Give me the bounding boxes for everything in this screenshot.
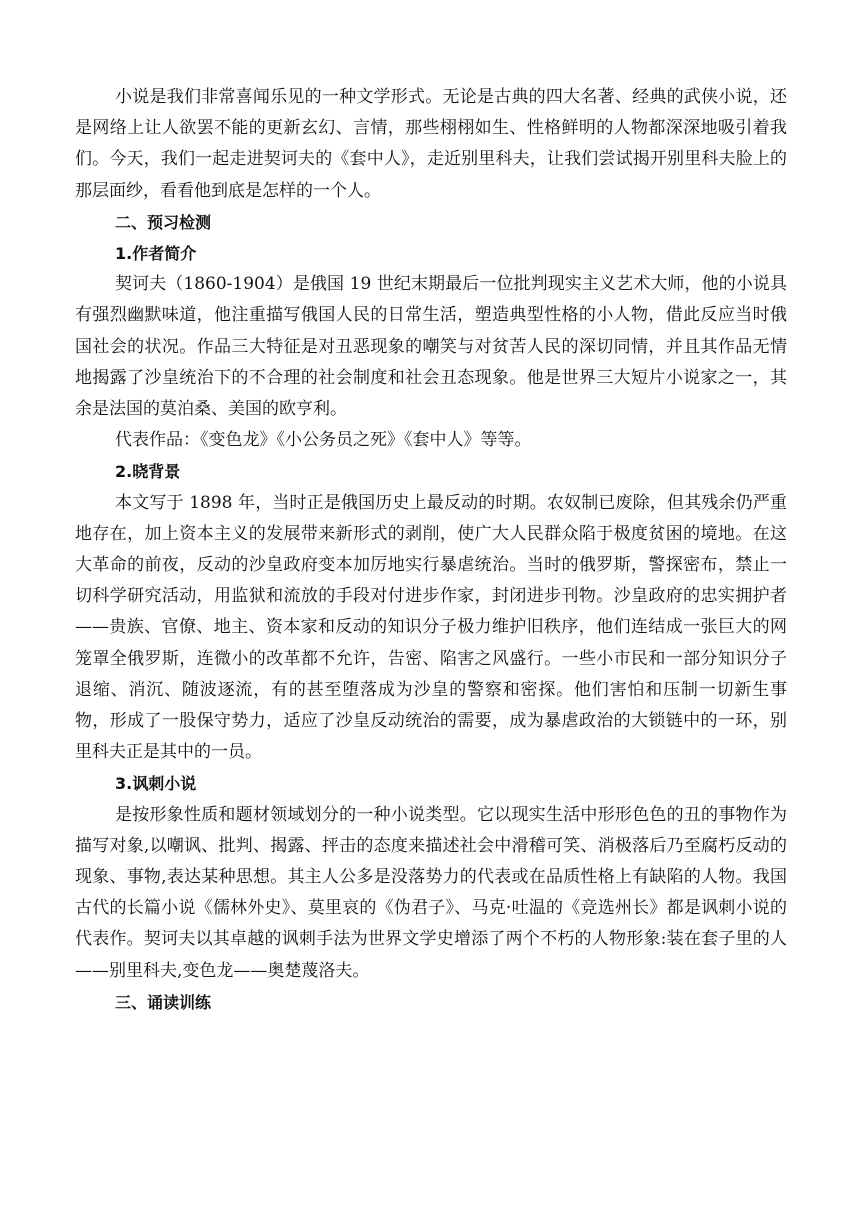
section-title-preview-check: 二、预习检测 — [115, 212, 212, 232]
subheading-author-intro: 1.作者简介 — [115, 244, 197, 264]
representative-works-paragraph: 代表作品：《变色龙》《小公务员之死》《套中人》等等。 — [115, 430, 532, 451]
background-paragraph: 本文写于 1898 年，当时正是俄国历史上最反动的时期。农奴制已废除，但其残余仍严重地存在，加上资本主义的发展带来新形式的剥削，使广大人民群众陷于极度贫困的境地。在这大革命的前夜，反动的沙皇政府变本加厉地实行暴虐统治。当时的俄罗斯，警探密布，禁止一切科学研究活动，用监狱和流放的手段对付进步作家，封闭进步刊物。沙皇政府的忠实拥护者——贵族、官僚、地主、资本家和反动的知识分子极力维护旧秩序，他们连结成一张巨大的网笼罩全俄罗斯，连微小的改革都不允许，告密、陷害之风盛行。一些小市民和一部分知识分子退缩、消沉、随波逐流，有的甚至堕落成为沙皇的警察和密探。他们害怕和压制一切新生事物，形成了一股保守势力，适应了沙皇反动统治的需要，成为暴虐政治的大锁链中的一环，别里科夫正是其中的一员。 — [75, 492, 787, 763]
subheading-satire-novel: 3.讽刺小说 — [115, 774, 197, 794]
author-intro-paragraph: 契诃夫（1860-1904）是俄国 19 世纪末期最后一位批判现实主义艺术大师，他的小说具有强烈幽默味道，他注重描写俄国人民的日常生活，塑造典型性格的小人物，借此反应当时俄国社会的状况。作品三大特征是对丑恶现象的嘲笑与对贫苦人民的深切同情，并且其作品无情地揭露了沙皇统治下的不合理的社会制度和社会丑态现象。他是世界三大短片小说家之一，其余是法国的莫泊桑、美国的欧亨利。 — [75, 274, 787, 420]
intro-paragraph: 小说是我们非常喜闻乐见的一种文学形式。无论是古典的四大名著、经典的武侠小说，还是网络上让人欲罢不能的更新玄幻、言情，那些栩栩如生、性格鲜明的人物都深深地吸引着我们。今天，我们一起走进契诃夫的《套中人》，走近别里科夫，让我们尝试揭开别里科夫脸上的那层面纱，看看他到底是怎样的一个人。 — [75, 87, 787, 201]
subheading-background: 2.晓背景 — [115, 462, 181, 482]
section-title-reading-training: 三、诵读训练 — [115, 992, 212, 1012]
satire-novel-paragraph: 是按形象性质和题材领域划分的一种小说类型。它以现实生活中形形色色的丑的事物作为描写对象,以嘲讽、批判、揭露、抨击的态度来描述社会中滑稽可笑、消极落后乃至腐朽反动的现象、事物,表达某种思想。其主人公多是没落势力的代表或在品质性格上有缺陷的人物。我国古代的长篇小说《儒林外史》、莫里哀的《伪君子》、马克·吐温的《竞选州长》都是讽刺小说的代表作。契诃夫以其卓越的讽刺手法为世界文学史增添了两个不朽的人物形象:装在套子里的人——别里科夫,变色龙——奥楚蔑洛夫。 — [75, 804, 787, 981]
document-body — [75, 82, 787, 1018]
